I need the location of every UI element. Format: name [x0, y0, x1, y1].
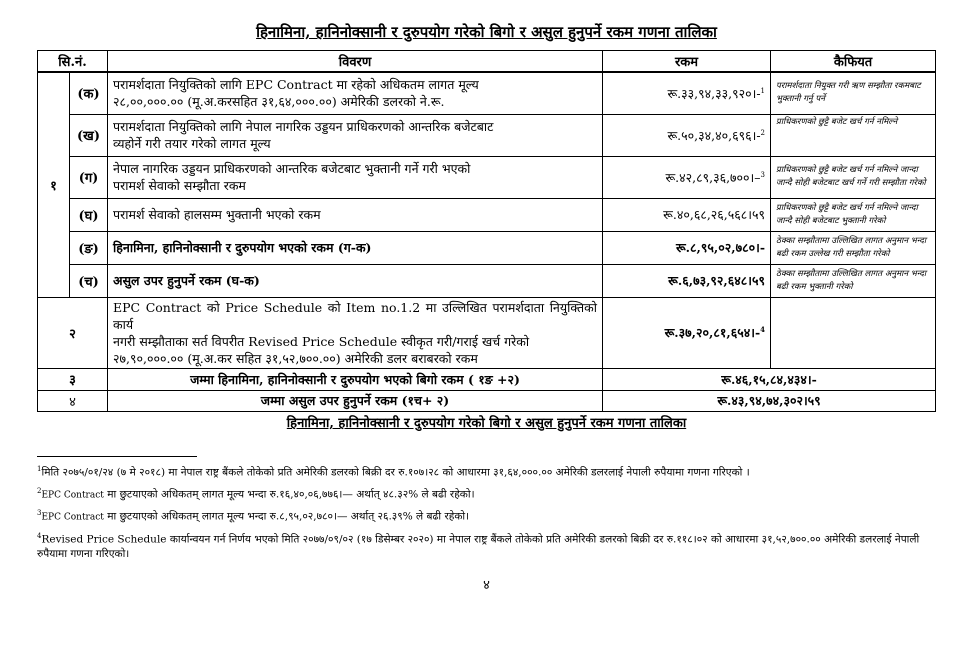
row-description: हिनामिना, हानिनोक्सानी र दुरुपयोग भएको रकम (ग-क) — [108, 231, 603, 264]
row-description: असुल उपर हुनुपर्ने रकम (घ-क) — [108, 264, 603, 297]
row-amount: रू.४६,१५,८४,४३४।- — [603, 368, 936, 390]
row-amount — [603, 72, 771, 114]
table-row — [38, 297, 936, 368]
table-row — [38, 198, 936, 231]
row-remark: परामर्शदाता नियुक्त गरी ऋण सम्झौता रकमबाट भुक्तानी गर्नु पर्ने — [771, 72, 936, 114]
row-remark: प्राधिकरणको छुट्टै बजेट खर्च गर्न नमिल्ने जान्दा जान्दै सोही बजेटबाट भुक्तानी गरेको — [771, 198, 936, 231]
row-description: जम्मा हिनामिना, हानिनोक्सानी र दुरुपयोग भएको बिगो रकम ( १ङ +२) — [108, 368, 603, 390]
sub-label: (ङ) — [70, 231, 108, 264]
footnote-ref: 4 — [760, 324, 766, 334]
row-description — [108, 72, 603, 114]
footnote-4 — [37, 529, 935, 563]
footnote-text: मा छुटयाएको अधिकतम् लागत मूल्य भन्दा रु.१६,४०,०६,७७६।— अर्थात् ४८.३२% ले बढी रहेको। — [103, 488, 475, 500]
desc-line: नगरी सम्झौताका सर्त विपरीत Revised Price Schedule स्वीकृत गरी/गराई खर्च गरेको — [113, 333, 530, 349]
desc-line: २७,९०,०००.०० (मू.अ.कर सहित ३१,५२,७००.००) अमेरिकी डलर बराबरको रकम — [113, 350, 478, 366]
sub-label: (घ) — [70, 198, 108, 231]
desc-line: २८,००,०००.०० (मू.अ.करसहित ३१,६४,०००.००) अमेरिकी डलरको ने.रू. — [113, 94, 445, 110]
footnote-mark: 1 — [37, 465, 42, 473]
table-row — [38, 390, 936, 411]
row-amount — [603, 156, 771, 198]
amount-value: रू.३७,२०,८१,६५४।- — [664, 325, 761, 340]
row-serial: २ — [38, 297, 108, 368]
footnote-2 — [37, 484, 935, 504]
footnote-1 — [37, 462, 935, 481]
table-row — [38, 72, 936, 114]
calculation-table — [37, 50, 936, 412]
amount-value: रू.३३,९४,३३,९२०।- — [667, 85, 761, 101]
row-description — [108, 114, 603, 156]
row-description: परामर्श सेवाको हालसम्म भुक्तानी भएको रकम — [108, 198, 603, 231]
table-subtitle: हिनामिना, हानिनोक्सानी र दुरुपयोग गरेको बिगो र असुल हुनुपर्ने रकम गणना तालिका — [286, 416, 687, 431]
row-remark: प्राधिकरणको छुट्टै बजेट खर्च गर्न नमिल्ने जान्दा जान्दै सोही बजेटबाट खर्च गर्ने गरी सम्झौता गरेको — [771, 156, 936, 198]
footnote-lead: EPC Contract — [41, 512, 104, 523]
row-amount — [603, 114, 771, 156]
row-remark: प्राधिकरणको छुट्टै बजेट खर्च गर्न नमिल्ने — [771, 114, 936, 156]
page-title: हिनामिना, हानिनोक्सानी र दुरुपयोग गरेको बिगो र असुल हुनुपर्ने रकम गणना तालिका — [256, 23, 717, 41]
footnote-text: मा छुटयाएको अधिकतम् लागत मूल्य भन्दा रु.८,९५,०२,७८०।— अर्थात् २६.३९% ले बढी रहेको। — [103, 510, 470, 523]
row-description — [108, 297, 603, 368]
footnote-text: Revised Price Schedule कार्यान्वयन गर्न निर्णय भएको मिति २०७७/०९/०२ (१७ डिसेम्बर २०२०) मा नेपाल राष्ट्र बैंकले तोकेको प्रति अमेरिकी डलरको बिक्री दर रु.११८।०२ को आधारमा ३१,५२,७००.०० अमेरिकी डलरलाई नेपाली रुपैयामा गणना गरिएको। — [37, 533, 920, 560]
desc-line: परामर्शदाता नियुक्तिको लागि EPC Contract मा रहेको अधिकतम लागत मूल्य — [113, 77, 479, 93]
table-row — [38, 264, 936, 297]
col-header-amount: रकम — [603, 51, 771, 73]
row-amount: रू.४०,६८,२६,५६८।५९ — [603, 198, 771, 231]
row-serial: ४ — [38, 390, 108, 411]
desc-line: परामर्श सेवाको सम्झौता रकम — [113, 178, 246, 193]
sub-label: (क) — [70, 72, 108, 114]
footnote-ref: 2 — [760, 128, 766, 137]
desc-line: नेपाल नागरिक उड्डयन प्राधिकरणको आन्तरिक बजेटबाट भुक्तानी गर्ने गरी भएको — [113, 161, 471, 176]
table-row — [38, 231, 936, 264]
table-row — [38, 156, 936, 198]
footnote-mark: 4 — [37, 531, 42, 540]
footnote-ref: 3 — [760, 170, 766, 179]
footnote-text: मिति २०७५/०१/२४ (७ मे २०१८) मा नेपाल राष्ट्र बैंकले तोकेको प्रति अमेरिकी डलरको बिक्री दर रु.१०७।२८ को आधारमा ३१,६४,०००.०० अमेरिकी डलरलाई नेपाली रुपैयामा गणना गरिएको । — [41, 466, 750, 479]
amount-value: रू.४२,८९,३६,७००।– — [665, 169, 761, 185]
footnote-mark: 2 — [37, 486, 42, 495]
col-header-description: विवरण — [108, 51, 603, 73]
row-description: जम्मा असुल उपर हुनुपर्ने रकम (१च+ २) — [108, 390, 603, 411]
sub-label: (ख) — [70, 114, 108, 156]
row-remark: ठेक्का सम्झौतामा उल्लिखित लागत अनुमान भन्दा बढी रकम भुक्तानी गरेको — [771, 264, 936, 297]
row-amount: रू.८,९५,०२,७८०।- — [603, 231, 771, 264]
amount-value: रू.५०,३४,४०,६९६।- — [667, 127, 761, 143]
row-description — [108, 156, 603, 198]
desc-line: व्यहोर्ने गरी तयार गरेको लागत मूल्य — [113, 136, 271, 151]
footnote-ref: 1 — [760, 86, 766, 95]
page-number: ४ — [483, 578, 490, 593]
row-amount: रू.६,७३,९२,६४८।५९ — [603, 264, 771, 297]
desc-line: परामर्शदाता नियुक्तिको लागि नेपाल नागरिक उड्डयन प्राधिकरणको आन्तरिक बजेटबाट — [113, 119, 494, 134]
row-amount — [603, 297, 771, 368]
desc-line: EPC Contract को Price Schedule को Item no.1.2 मा उल्लिखित परामर्शदाता नियुक्तिको कार्य — [113, 299, 598, 332]
col-header-remarks: कैफियत — [771, 51, 936, 73]
sub-label: (च) — [70, 264, 108, 297]
footnotes — [37, 462, 935, 565]
row-remark: ठेक्का सम्झौतामा उल्लिखित लागत अनुमान भन्दा बढी रकम उल्लेख गरी सम्झौता गरेको — [771, 231, 936, 264]
footnote-divider — [37, 456, 197, 457]
row-serial: १ — [38, 72, 70, 297]
table-row — [38, 114, 936, 156]
footnote-lead: EPC Contract — [41, 490, 104, 500]
row-remark — [771, 297, 936, 368]
col-header-sn: सि.नं. — [38, 51, 108, 73]
row-serial: ३ — [38, 368, 108, 390]
footnote-mark: 3 — [37, 509, 42, 517]
sub-label: (ग) — [70, 156, 108, 198]
table-header-row — [38, 51, 936, 73]
table-row — [38, 368, 936, 390]
footnote-3 — [37, 506, 935, 526]
row-amount: रू.४३,९४,७४,३०२।५९ — [603, 390, 936, 411]
